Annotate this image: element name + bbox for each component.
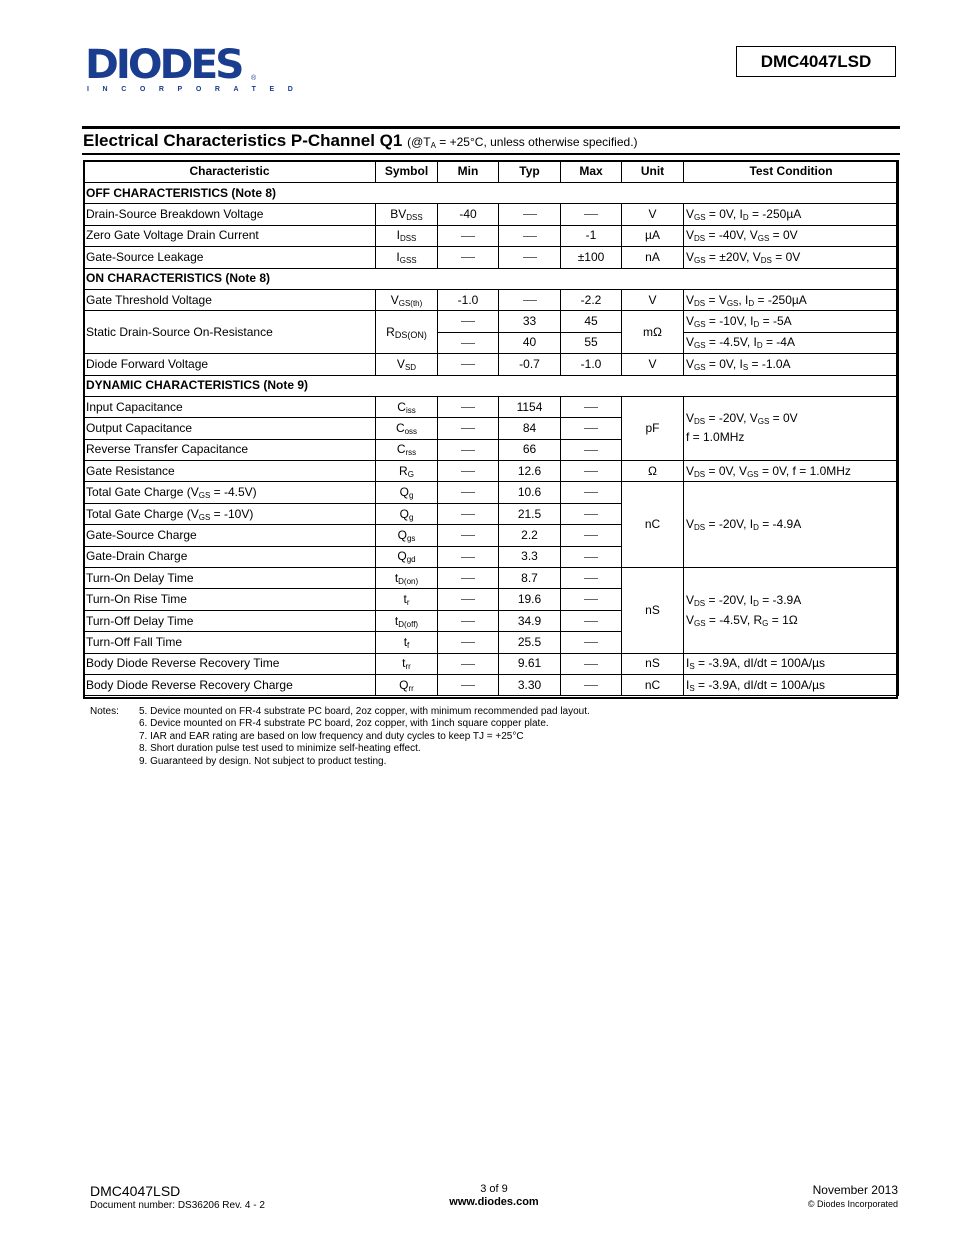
dash-mark (584, 535, 598, 536)
table-row: Turn-On Rise Time $t_r$ 19.6 (84, 589, 899, 610)
header-unit: Unit (622, 161, 684, 183)
dash-mark (584, 599, 598, 600)
dash-mark (461, 471, 475, 472)
logo-subtitle: INCORPORATED (87, 86, 307, 93)
table-row: Turn-Off Fall Time $t_f$ 25.5 (84, 632, 899, 653)
section-condition: ($@T_A = +25^\circ C$, unless otherwise specified.) (407, 135, 638, 150)
section-title-text: Electrical Characteristics P-Channel Q1 (83, 131, 403, 150)
footer-url-link[interactable]: www.diodes.com (449, 1196, 539, 1208)
dash-mark (584, 492, 598, 493)
table-row: Turn-On Delay Time $t_{D(on)}$ 8.7 nS $V_{DS} = -20V$, $I_D = -3.9A$ $V_{GS} = -4.5V$, $R_G = 1\Omega$ (84, 568, 899, 589)
header-test-condition: Test Condition (684, 161, 899, 183)
dash-mark (523, 300, 537, 301)
dash-mark (461, 407, 475, 408)
dash-mark (461, 642, 475, 643)
dash-mark (461, 450, 475, 451)
registered-mark: ® (251, 75, 257, 82)
dash-mark (584, 642, 598, 643)
table-row: Gate Threshold Voltage $V_{GS(th)}$ -1.0 -2.2 V $V_{DS} = V_{GS}$, $I_D = -250\mu A$ (84, 289, 899, 310)
dash-mark (584, 450, 598, 451)
header-symbol: Symbol (376, 161, 438, 183)
footer-left (90, 1183, 265, 1211)
dash-mark (523, 214, 537, 215)
note-item: 6. Device mounted on FR-4 substrate PC board, 2oz copper, with 1inch square copper plate. (139, 718, 549, 730)
notes-list (139, 706, 590, 768)
header-typ: Typ (499, 161, 561, 183)
table-row: Gate-Source Leakage $I_{GSS}$ ±100 nA $V_{GS} = \pm 20V$, $V_{DS} = 0V$ (84, 247, 899, 268)
dash-mark (584, 578, 598, 579)
table-row: Gate Resistance $R_G$ 12.6 Ω $V_{DS} = 0V$, $V_{GS} = 0V$, f = 1.0MHz (84, 461, 899, 482)
dash-mark (584, 428, 598, 429)
dash-mark (461, 685, 475, 686)
table-row: Drain-Source Breakdown Voltage $BV_{DSS}$ -40 V $V_{GS} = 0V$, $I_D = -250\mu A$ (84, 204, 899, 225)
dash-mark (461, 492, 475, 493)
logo-wordmark: DIODES (85, 42, 242, 88)
dash-mark (461, 343, 475, 344)
table-row: Turn-Off Delay Time $t_{D(off)}$ 34.9 (84, 610, 899, 631)
footer-date: November 2013 (812, 1183, 898, 1197)
dash-mark (461, 364, 475, 365)
footer-copyright: © Diodes Incorporated (807, 1199, 898, 1209)
footer-part-number: DMC4047LSD (90, 1183, 181, 1199)
footer-document-number: Document number: DS36206 Rev. 4 - 2 (90, 1200, 265, 1211)
title-rule-bottom (82, 153, 900, 155)
table-row: Zero Gate Voltage Drain Current $I_{DSS}$ -1 µA $V_{DS} = -40V$, $V_{GS} = 0V$ (84, 225, 899, 246)
part-number-box: DMC4047LSD (736, 46, 896, 77)
dash-mark (584, 664, 598, 665)
footer-center (394, 1183, 594, 1208)
note-item: 5. Device mounted on FR-4 substrate PC board, 2oz copper, with minimum recommended pad layout. (139, 706, 590, 717)
table-row: Diode Forward Voltage $V_{SD}$ -0.7 -1.0 V $V_{GS} = 0V$, $I_S = -1.0A$ (84, 354, 899, 375)
footer-right (808, 1183, 898, 1209)
dash-mark (523, 257, 537, 258)
header-min: Min (438, 161, 499, 183)
header-max: Max (561, 161, 622, 183)
table-row: Input Capacitance $C_{iss}$ 1154 pF $V_{DS} = -20V$, $V_{GS} = 0V$ f = 1.0MHz (84, 396, 899, 417)
table-row: Reverse Transfer Capacitance $C_{rss}$ 66 (84, 439, 899, 460)
table-row: Output Capacitance $C_{oss}$ 84 (84, 418, 899, 439)
dash-mark (584, 621, 598, 622)
dash-mark (584, 214, 598, 215)
dash-mark (584, 685, 598, 686)
title-rule-top (82, 126, 900, 129)
dash-mark (461, 514, 475, 515)
dash-mark (461, 257, 475, 258)
table-row: Body Diode Reverse Recovery Time $t_{rr}$ 9.61 nS $I_S = -3.9A$, dI/dt = 100A/µs (84, 653, 899, 674)
table-row: Total Gate Charge $(V_{GS} = -4.5V)$ $Q_g$ 10.6 nC $V_{DS} = -20V$, $I_D = -4.9A$ (84, 482, 899, 503)
diodes-logo (85, 42, 307, 93)
table-row: Gate-Source Charge $Q_{gs}$ 2.2 (84, 525, 899, 546)
electrical-characteristics-table (83, 160, 899, 696)
section-title (83, 131, 638, 151)
dash-mark (584, 514, 598, 515)
dash-mark (461, 557, 475, 558)
note-item: 7. IAR and EAR rating are based on low frequency and duty cycles to keep TJ = +25°C (139, 730, 524, 742)
table-row: Body Diode Reverse Recovery Charge $Q_{rr}$ 3.30 nC $I_S = -3.9A$, dI/dt = 100A/µs (84, 674, 899, 695)
dash-mark (523, 236, 537, 237)
dash-mark (461, 428, 475, 429)
section-row-off: OFF CHARACTERISTICS (Note 8) (84, 183, 899, 204)
section-row-on: ON CHARACTERISTICS (Note 8) (84, 268, 899, 289)
dash-mark (461, 236, 475, 237)
table-row: 40 55 $V_{GS} = -4.5V$, $I_D = -4A$ (84, 332, 899, 353)
dash-mark (584, 471, 598, 472)
dash-mark (461, 621, 475, 622)
note-item: 9. Guaranteed by design. Not subject to product testing. (139, 755, 387, 767)
dash-mark (584, 407, 598, 408)
notes-label: Notes: (90, 706, 119, 717)
dash-mark (461, 578, 475, 579)
table-row: Gate-Drain Charge $Q_{gd}$ 3.3 (84, 546, 899, 567)
dash-mark (461, 664, 475, 665)
dash-mark (461, 599, 475, 600)
table-header-row (84, 161, 899, 183)
header-characteristic: Characteristic (84, 161, 376, 183)
note-item: 8. Short duration pulse test used to minimize self-heating effect. (139, 743, 421, 755)
section-row-dynamic: DYNAMIC CHARACTERISTICS (Note 9) (84, 375, 899, 396)
table-row: Total Gate Charge $(V_{GS} = -10V)$ $Q_g$ 21.5 (84, 503, 899, 524)
dash-mark (461, 321, 475, 322)
table-row: Static Drain-Source On-Resistance $R_{DS(ON)}$ 33 45 mΩ $V_{GS} = -10V$, $I_D = -5A$ (84, 311, 899, 332)
dash-mark (461, 535, 475, 536)
page-number: 3 of 9 (480, 1183, 508, 1195)
dash-mark (584, 557, 598, 558)
